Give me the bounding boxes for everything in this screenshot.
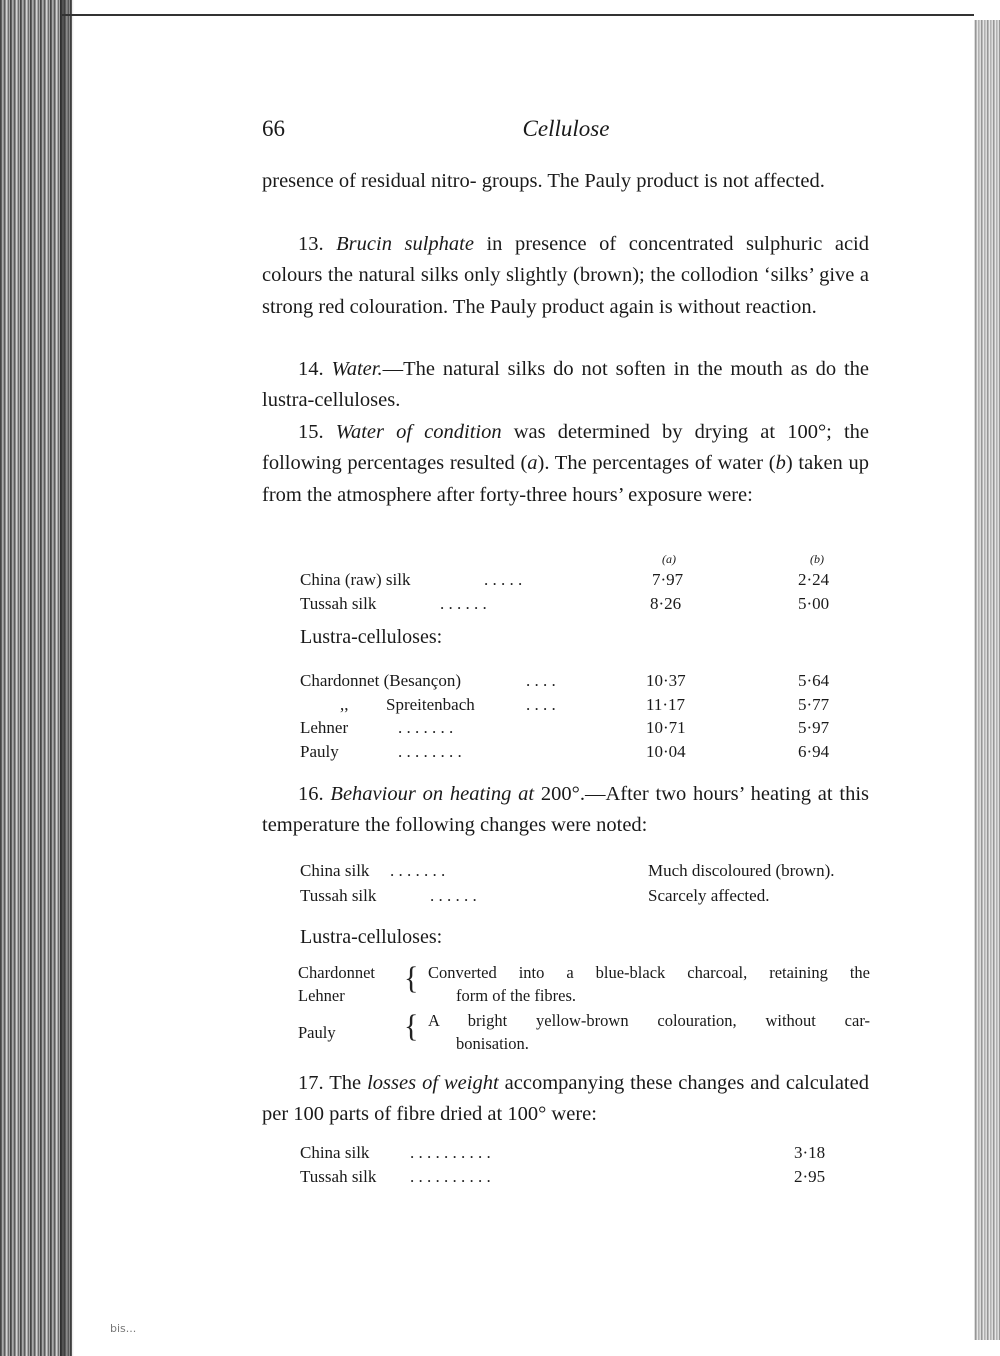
scan-mark: bis...: [110, 1322, 137, 1335]
leader-dots: . . . .: [526, 695, 556, 714]
row-value: 2·95: [794, 1167, 826, 1186]
book-binding-right: [974, 20, 1000, 1340]
value-a: 7·97: [652, 570, 684, 589]
value-a: 8·26: [650, 594, 682, 613]
row-label: Chardonnet (Besançon): [300, 671, 461, 690]
row-label: China silk: [300, 861, 370, 880]
row-label: Tussah silk: [300, 886, 377, 905]
row-label: Spreitenbach: [386, 695, 475, 714]
table-row: [300, 593, 870, 615]
paragraph-15: [262, 417, 869, 511]
table-row: [300, 860, 870, 882]
paragraph-16: [262, 779, 869, 842]
page-number: 66: [262, 116, 285, 141]
leader-dots: . . . . . . . . . .: [410, 1167, 491, 1186]
group-text: form of the fibres.: [456, 986, 577, 1005]
row-label: China (raw) silk: [300, 570, 411, 589]
value-a: 10·04: [646, 742, 686, 761]
leader-dots: . . . . . .: [430, 886, 477, 905]
table-row: [300, 670, 870, 692]
paragraph-17: [262, 1068, 869, 1131]
paragraph-text: ). The percentages of water (: [537, 452, 776, 475]
paragraph-text: —The natural silks do not soften in the mouth as do the lustra-celluloses.: [262, 358, 869, 412]
table-row: [300, 1166, 870, 1188]
paragraph-term: Water of condition: [335, 421, 502, 443]
paragraph-continuation: presence of residual nitro- groups. The Pauly product is not affected.: [262, 170, 825, 192]
paragraph-number: 15.: [298, 421, 324, 443]
paragraph-text: ) taken up from the atmosphere after forty-three hours’ exposure were:: [262, 452, 870, 506]
group-label: Pauly: [298, 1023, 336, 1042]
value-b: 5·77: [798, 695, 830, 714]
brace-icon: {: [404, 1009, 419, 1044]
value-a: 10·37: [646, 671, 686, 690]
page-header: [262, 116, 870, 146]
paragraph-term: losses of weight: [367, 1072, 499, 1094]
row-label: Lehner: [300, 718, 349, 737]
ditto-mark: ,,: [340, 695, 349, 714]
paragraph-text: accompanying these changes and calculated per 100 parts of fibre dried at 100° were:: [262, 1072, 869, 1126]
table-row: [300, 694, 870, 716]
label-a: a: [527, 452, 538, 475]
group-text: Converted into a blue-black charcoal, retaining the: [428, 963, 870, 982]
group-text: bonisation.: [456, 1034, 529, 1053]
row-value: 3·18: [794, 1143, 826, 1162]
table-row: [300, 569, 870, 591]
running-title: Cellulose: [522, 116, 610, 141]
paragraph-14: [262, 354, 869, 417]
table-row: [300, 741, 870, 763]
subheading: Lustra-celluloses:: [300, 926, 443, 948]
paragraph-text: in presence of concentrated sulphuric acid colours the natural silks only slightly (brown); the collodion ‘silks’ give a strong red colouration. The Pauly product again is without reaction.: [262, 233, 870, 318]
row-value: Much discoloured (brown).: [648, 861, 835, 880]
value-b: 5·64: [798, 671, 830, 690]
table-row: [300, 1142, 870, 1164]
leader-dots: . . . . .: [484, 570, 523, 589]
paragraph-text: 200°.—After two hours’ heating at this temperature the following changes were noted:: [262, 783, 870, 837]
label-b: b: [775, 452, 786, 475]
leader-dots: . . . . . .: [440, 594, 487, 613]
paragraph-text: was determined by drying at 100°; the following percentages resulted (: [262, 421, 869, 475]
value-b: 5·97: [798, 718, 830, 737]
table-row: [300, 717, 870, 739]
leader-dots: . . . . . . . . . .: [410, 1143, 491, 1162]
paragraph-term: Behaviour on heating at: [330, 783, 535, 805]
paragraph-term: Brucin sulphate: [336, 233, 474, 255]
paragraph-number: 14.: [298, 358, 324, 380]
value-a: 11·17: [646, 695, 686, 714]
paragraph-number: 13.: [298, 233, 324, 255]
row-label: Pauly: [300, 742, 339, 761]
value-b: 6·94: [798, 742, 830, 761]
leader-dots: . . . . . . .: [390, 861, 446, 880]
row-label: China silk: [300, 1143, 370, 1162]
brace-icon: {: [404, 961, 419, 996]
group-label: Lehner: [298, 986, 345, 1005]
paragraph-text: The: [323, 1072, 368, 1094]
column-header-a: (a): [662, 552, 676, 566]
leader-dots: . . . .: [526, 671, 556, 690]
paragraph-13: [262, 229, 869, 323]
row-label: Tussah silk: [300, 1167, 377, 1186]
paragraph-number: 17.: [298, 1072, 324, 1094]
row-value: Scarcely affected.: [648, 886, 770, 905]
value-b: 2·24: [798, 570, 830, 589]
leader-dots: . . . . . . . .: [398, 742, 462, 761]
group-label: Chardonnet: [298, 963, 375, 982]
subheading: Lustra-celluloses:: [300, 626, 443, 648]
column-header-b: (b): [810, 552, 824, 566]
table-row: [300, 885, 870, 907]
value-a: 10·71: [646, 718, 686, 737]
group-text: A bright yellow-brown colouration, without car-: [428, 1011, 870, 1030]
paragraph-term: Water.: [331, 358, 383, 380]
value-b: 5·00: [798, 594, 830, 613]
row-label: Tussah silk: [300, 594, 377, 613]
leader-dots: . . . . . . .: [398, 718, 454, 737]
paragraph-number: 16.: [298, 783, 324, 805]
